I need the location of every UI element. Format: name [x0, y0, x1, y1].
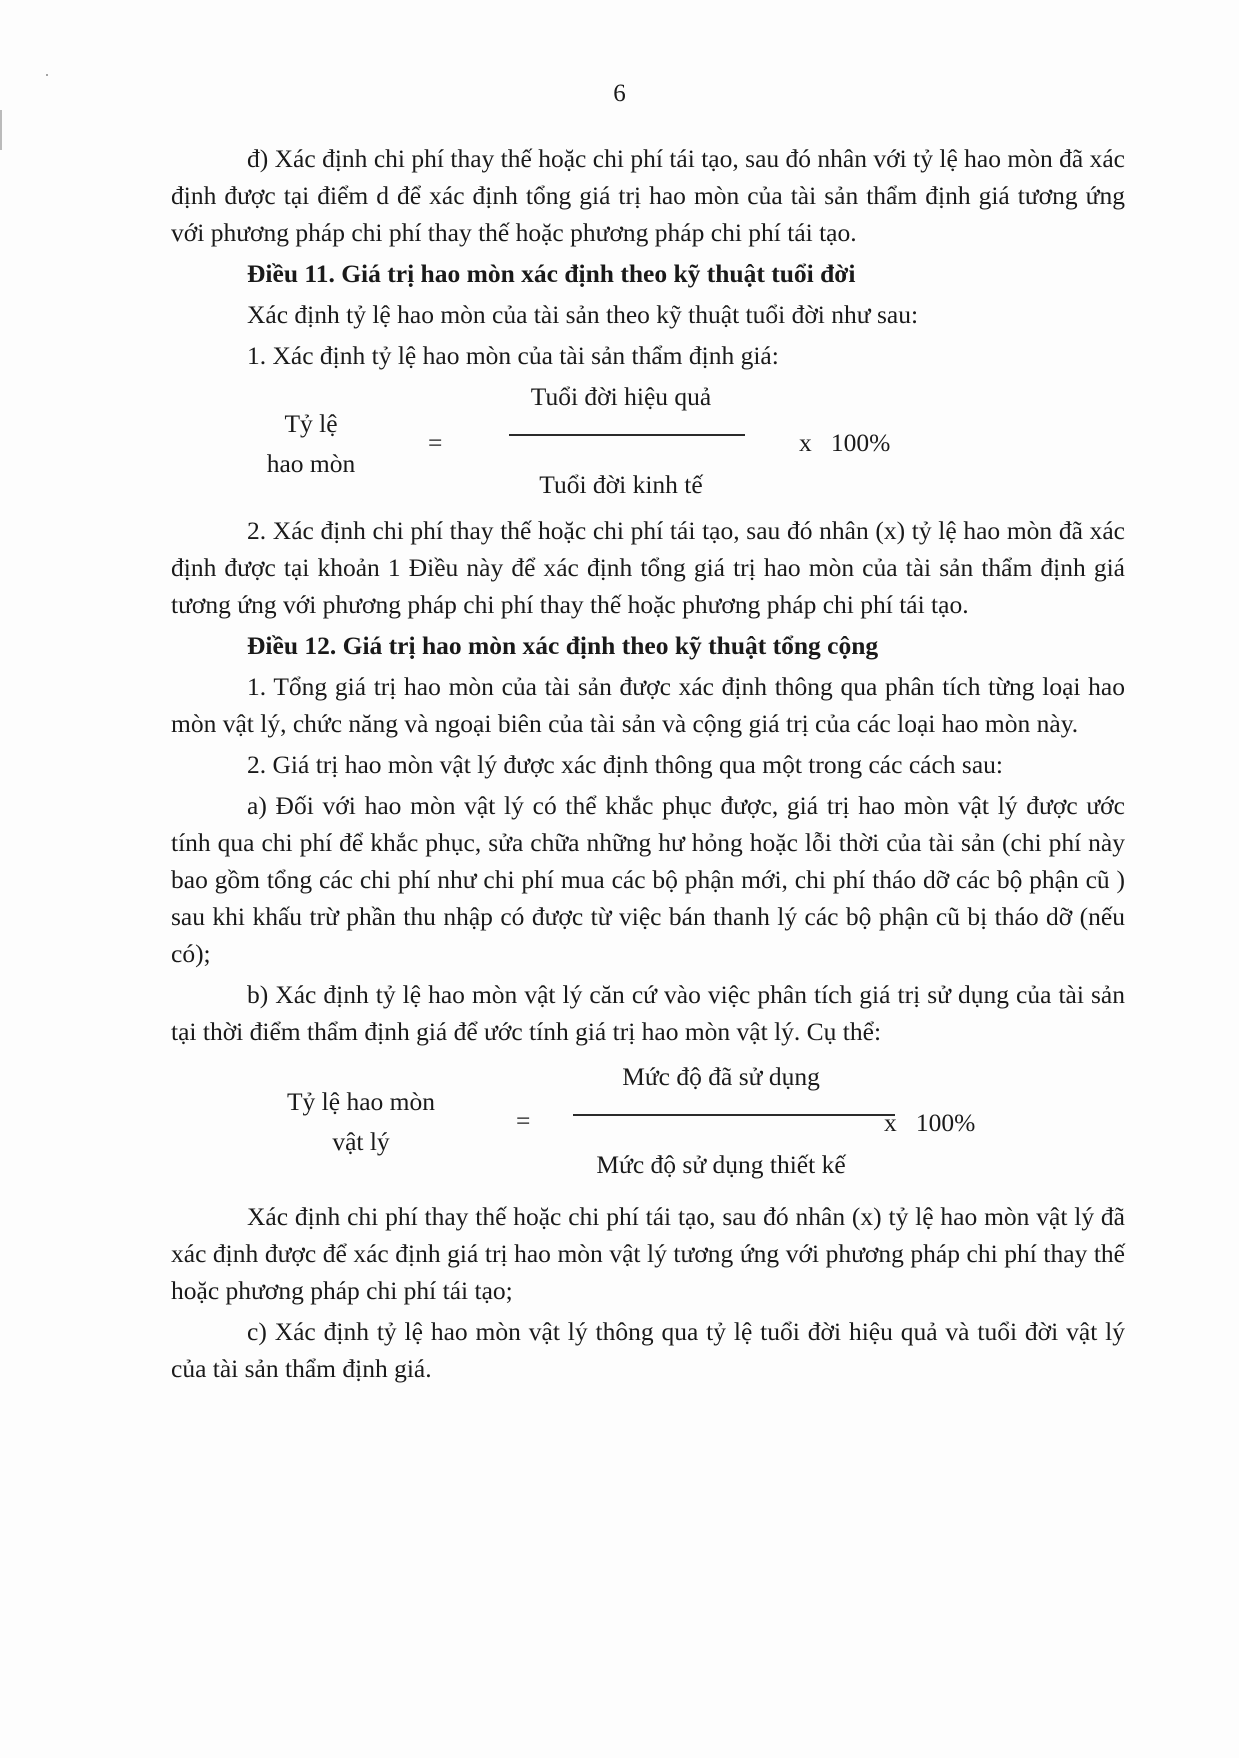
- article-11-intro: Xác định tỷ lệ hao mòn của tài sản theo kỹ thuật tuổi đời như sau:: [247, 300, 919, 329]
- formula-equals-sign: =: [516, 1106, 531, 1135]
- formula-multiplier: x 100%: [799, 428, 891, 457]
- formula-denominator: Tuổi đời kinh tế: [539, 470, 703, 499]
- formula-lhs: [271, 1082, 451, 1162]
- formula-lhs-line-1: Tỷ lệ hao mòn: [286, 1087, 435, 1116]
- fraction-bar: [573, 1114, 895, 1116]
- formula-lhs-line-2: hao mòn: [266, 449, 356, 478]
- article-11-item-2: 2. Xác định chi phí thay thế hoặc chi phí tái tạo, sau đó nhân (x) tỷ lệ hao mòn đã xác định được tại khoản 1 Điều này để xác định tổng giá trị hao mòn của tài sản thẩm định giá tương ứng với phương pháp chi phí thay thế hoặc phương pháp chi phí tái tạo.: [171, 516, 1125, 619]
- article-12-item-2b: b) Xác định tỷ lệ hao mòn vật lý căn cứ vào việc phân tích giá trị sử dụng của tài sản tại thời điểm thẩm định giá để ước tính giá trị hao mòn vật lý. Cụ thể:: [171, 980, 1125, 1046]
- document-body: [171, 140, 1125, 1387]
- article-12-item-2: 2. Giá trị hao mòn vật lý được xác định thông qua một trong các cách sau:: [247, 750, 1003, 779]
- formula-physical-depreciation: [171, 1060, 1125, 1186]
- formula-numerator: Mức độ đã sử dụng: [622, 1062, 820, 1091]
- formula-lhs-line-2: vật lý: [332, 1127, 390, 1156]
- article-11-item-1: 1. Xác định tỷ lệ hao mòn của tài sản thẩm định giá:: [247, 341, 779, 370]
- formula-denominator: Mức độ sử dụng thiết kế: [596, 1150, 846, 1179]
- article-11-heading: Điều 11. Giá trị hao mòn xác định theo kỹ thuật tuổi đời: [247, 259, 856, 288]
- scan-edge-line: [0, 110, 2, 150]
- article-12-item-2a: a) Đối với hao mòn vật lý có thể khắc phục được, giá trị hao mòn vật lý được ước tính qua chi phí để khắc phục, sửa chữa những hư hỏng hoặc lỗi thời của tài sản (chi phí này bao gồm tổng các chi phí như chi phí mua các bộ phận mới, chi phí tháo dỡ các bộ phận cũ ) sau khi khấu trừ phần thu nhập có được từ việc bán thanh lý các bộ phận cũ bị tháo dỡ (nếu có);: [171, 791, 1125, 968]
- article-12-item-1: 1. Tổng giá trị hao mòn của tài sản được xác định thông qua phân tích từng loại hao mòn vật lý, chức năng và ngoại biên của tài sản và cộng giá trị của các loại hao mòn này.: [171, 672, 1125, 738]
- page-number: 6: [613, 80, 626, 107]
- fraction-bar: [509, 434, 745, 436]
- article-12-heading: Điều 12. Giá trị hao mòn xác định theo kỹ thuật tổng cộng: [247, 631, 879, 660]
- article-12-item-2b-continuation: Xác định chi phí thay thế hoặc chi phí tái tạo, sau đó nhân (x) tỷ lệ hao mòn vật lý đã xác định được để xác định giá trị hao mòn vật lý tương ứng với phương pháp chi phí thay thế hoặc phương pháp chi phí tái tạo;: [171, 1202, 1125, 1305]
- formula-lhs: [251, 404, 371, 484]
- formula-age-life-depreciation: [171, 382, 1125, 508]
- paragraph-d-clause: đ) Xác định chi phí thay thế hoặc chi phí tái tạo, sau đó nhân với tỷ lệ hao mòn đã xác định được tại điểm d để xác định tổng giá trị hao mòn của tài sản thẩm định giá tương ứng với phương pháp chi phí thay thế hoặc phương pháp chi phí tái tạo.: [171, 144, 1125, 247]
- formula-multiplier: x 100%: [884, 1108, 976, 1137]
- article-12-item-2c: c) Xác định tỷ lệ hao mòn vật lý thông qua tỷ lệ tuổi đời hiệu quả và tuổi đời vật lý của tài sản thẩm định giá.: [171, 1317, 1125, 1383]
- formula-lhs-line-1: Tỷ lệ: [284, 409, 338, 438]
- scan-speck: [46, 74, 48, 76]
- formula-equals-sign: =: [428, 428, 443, 457]
- formula-numerator: Tuổi đời hiệu quả: [530, 382, 712, 411]
